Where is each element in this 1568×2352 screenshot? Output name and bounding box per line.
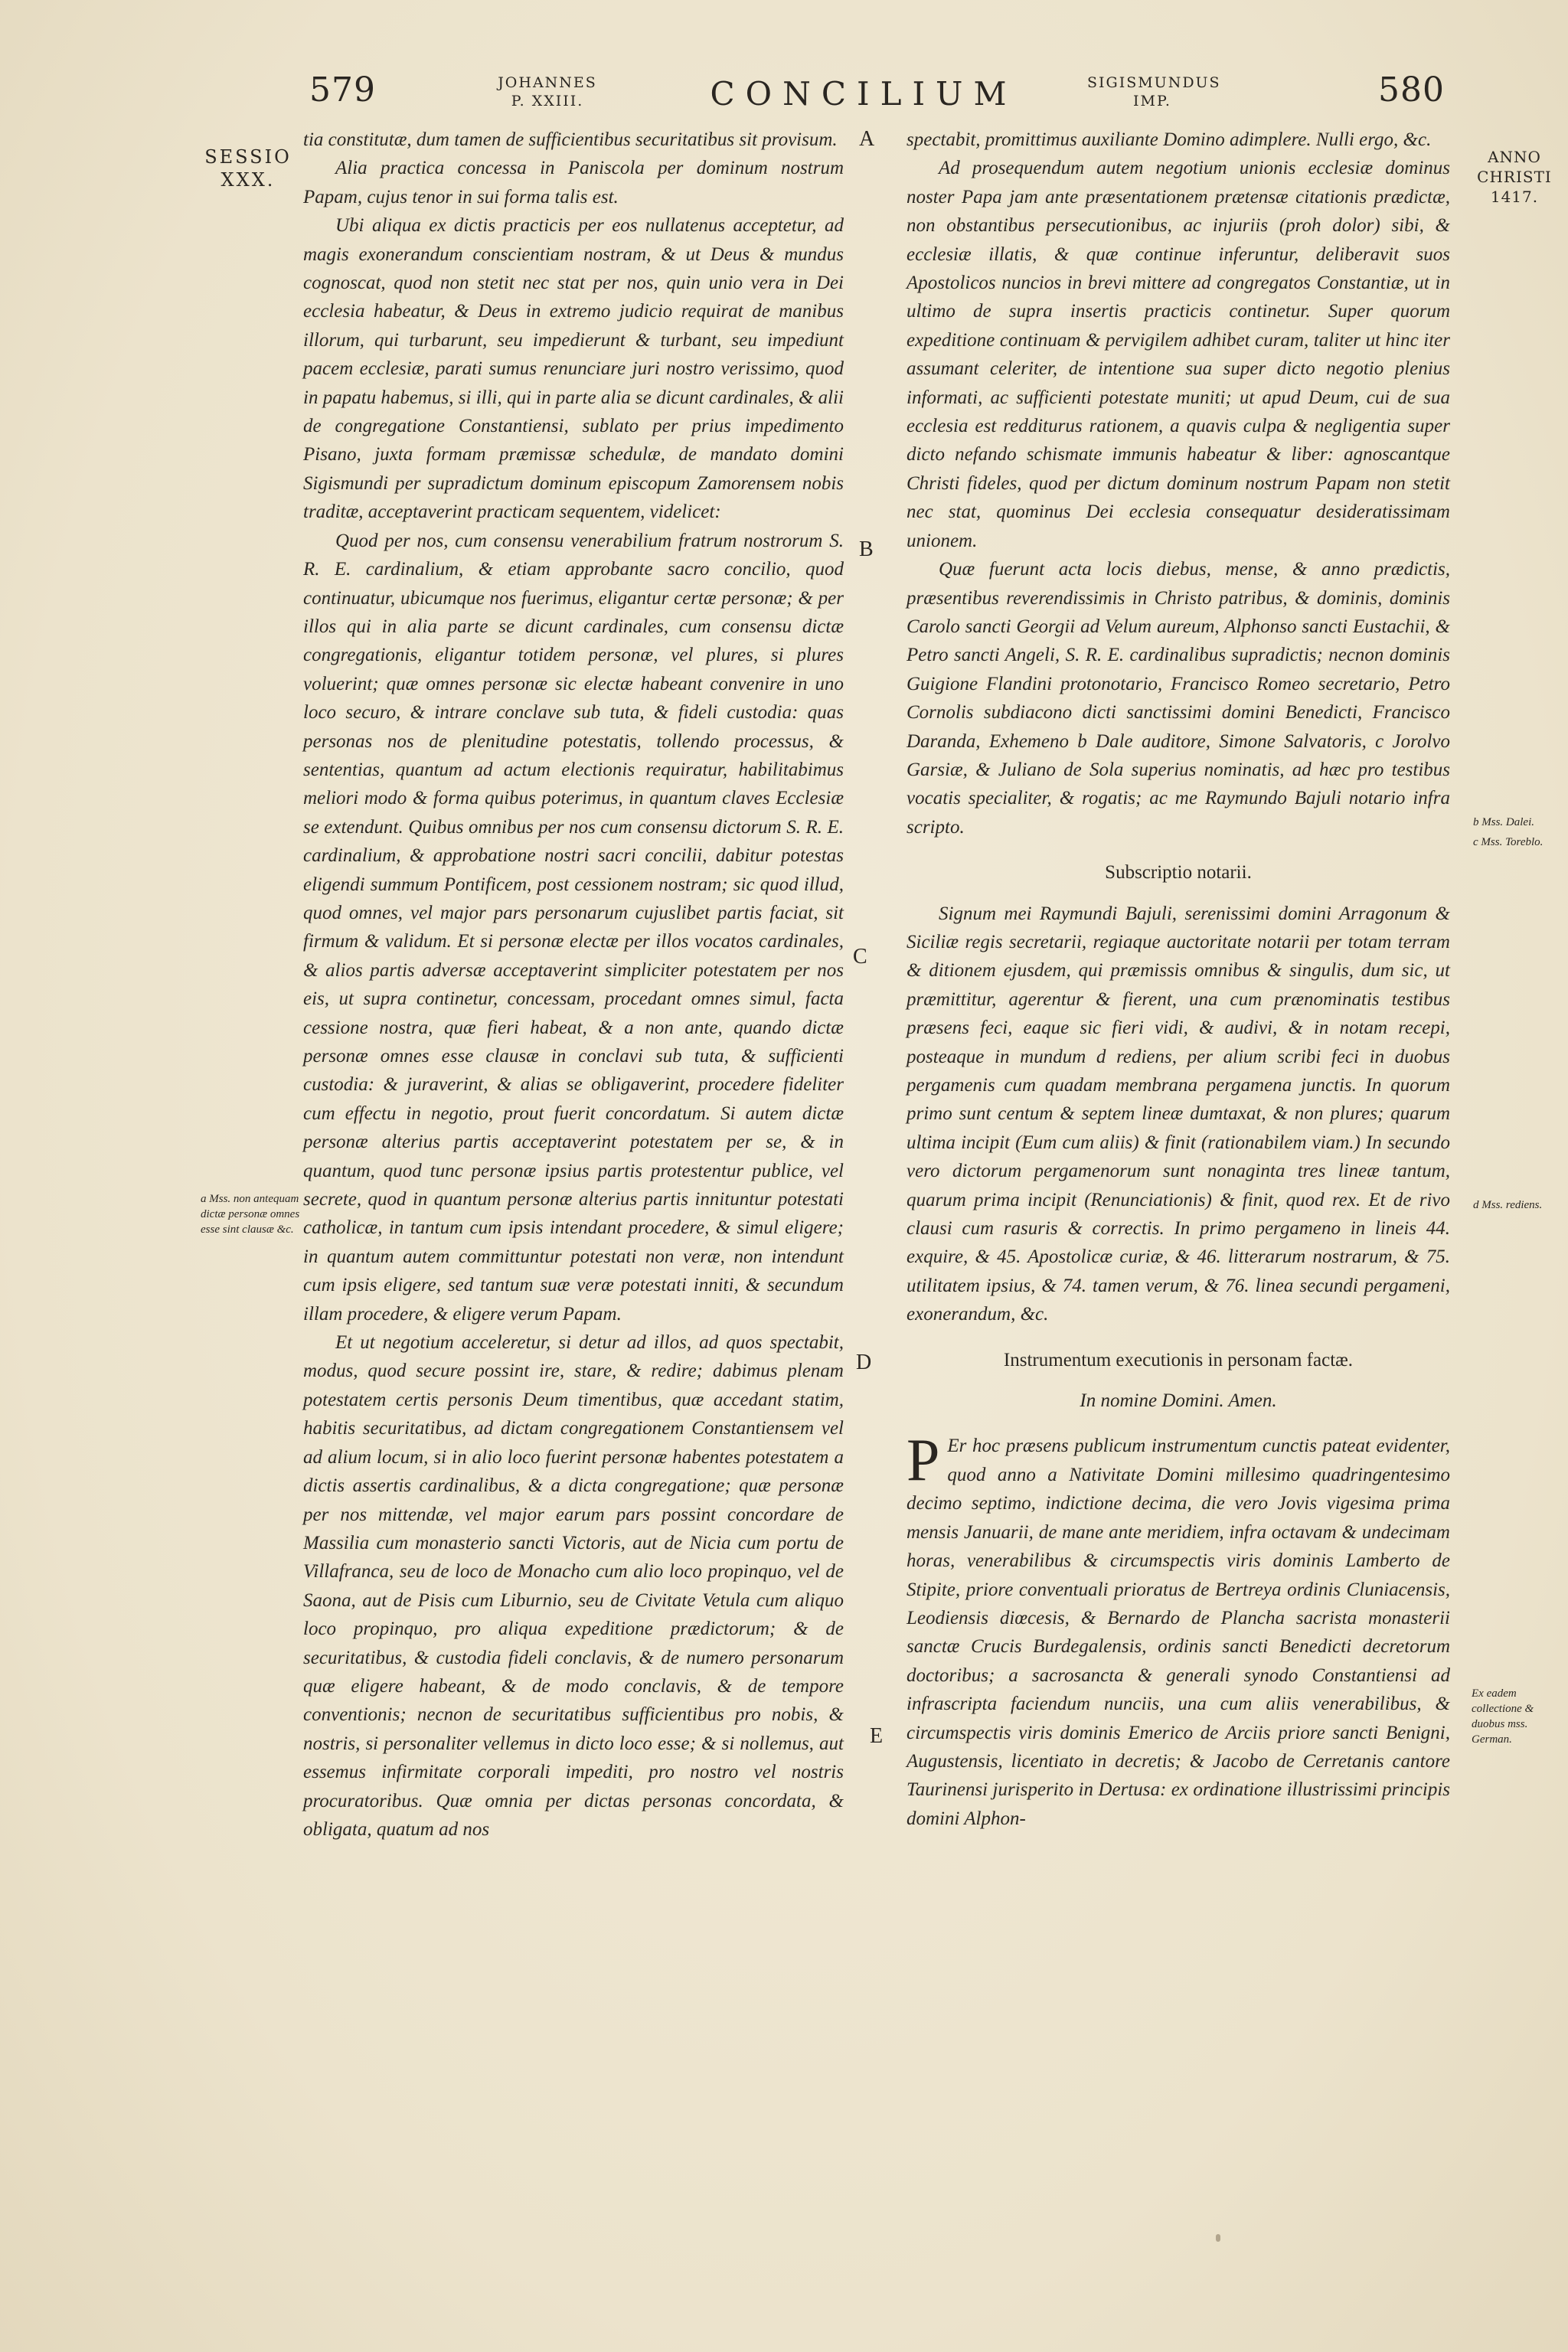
paragraph: tia constitutæ, dum tamen de sufficientibus securitatibus sit provisum. [303, 129, 838, 150]
paragraph: Alia practica concessa in Paniscola per dominum nostrum Papam, cujus tenor in sui forma talis est. [303, 158, 844, 207]
running-head-emperor: SIGISMUNDUS IMP. [1087, 74, 1221, 109]
left-page-number: 579 [309, 70, 376, 109]
margin-note-variant-a: a Mss. non antequam dictæ personæ omnes esse sint clausæ &c. [201, 1193, 300, 1236]
running-head-pope: JOHANNES P. XXIII. [498, 74, 597, 109]
section-letter-e: E [870, 1724, 884, 1748]
paragraph-text: Er hoc præsens publicum instrumentum cunctis pateat evidenter, quod anno a Nativitate Domini millesimo quadringentesimo decimo septimo, indictione decima, die vero Jovis vigesima prima mensis Januarii, de mane ante meridiem, infra octavam & undecimam horas, venerabilibus & circumspectis viris dominis Lamberto de Stipite, priore conventuali prioratus de Bertreya ordinis Cluniacensis, Leodiensis diœcesis, & Bernardo de Plancha sacrista monasterii sanctæ Crucis Burdegalensis, ordinis sancti Benedicti decretorum doctoribus; a sacrosancta & generali synodo Constantiensi ad infrascripta faciendum nunciis, una cum aliis venerabilibus, & circumspectis viris dominis Emerico de Arciis priore sancti Benigni, Augustensis, licentiato in decretis; & Jacobo de Cerretanis cantore Taurinensi jurisperito in Dertusa: ex ordinatione illustrissimi principis domini Alphon- [906, 1436, 1450, 1829]
margin-note-variant-b: b Mss. Dalei. [1473, 816, 1534, 828]
paragraph: Quod per nos, cum consensu venerabilium fratrum nostrorum S. R. E. cardinalium, & etiam approbante sacro concilio, quod continuatur, ubicumque nos fuerimus, eligantur certæ personæ; & per illos qui in alia parte se dicunt cardinales, cum consensu dictæ congregationis, eligantur totidem personæ, vel plures, si plures voluerint; quæ omnes personæ sic electæ habeant convenire in uno loco securo, & intrare conclave sub tuta, & fideli custodia: quas personas nos de plenitudine potestatis, tollendo processus, & sententias, quantum ad actum electionis requiratur, habilitabimus meliori modo & forma quibus poterimus, in quantum claves Ecclesiæ se extendunt. Quibus omnibus per nos cum consensu dictorum S. R. E. cardinalium, & approbatione nostri sacri concilii, dabitur potestas eligendi summum Pontificem, post cessionem nostram; sic quod illud, quod omnes, vel major pars personarum cujuslibet partis faciat, sit firmum & validum. Et si personæ electæ per illos vocatos cardinales, & alios partis adversæ acceptaverint simpliciter potestatem per nos eis, ut supra continetur, concessam, procedant omnes simul, facta cessione nostra, quæ fieri habeat, & a non ante, quando dictæ personæ omnes esse clausæ in conclavi sub tuta, & sufficienti custodia: & juraverint, & alias se obligaverint, procedere fideliter cum effectu in negotio, prout fuerit concordatum. Si autem dictæ personæ alterius partis acceptaverint potestatem per se, & in quantum, quod tunc personæ ipsius partis protestentur publice, vel secrete, quod in quantum personæ alterius partis innituntur potestati catholicæ, in tantum cum ipsis intendant procedere, & simul eligere; in quantum autem committuntur potestati non veræ, non intendunt cum ipsis eligere, sed tantum suæ veræ potestati inniti, & secundum illam procedere, & eligere verum Papam. [303, 530, 844, 1325]
section-heading: Instrumentum executionis in personam factæ. [1003, 1349, 1354, 1370]
drop-cap: P [906, 1426, 940, 1494]
paragraph: Signum mei Raymundi Bajuli, serenissimi domini Arragonum & Siciliæ regis secretarii, regiaque auctoritate notarii per totam terram & ditionem ejusdem, qui præmissis omnibus & singulis, dum sic, ut præmittitur, agerentur & fierent, una cum prænominatis testibus præsens feci, eaque sic fieri vidi, & audivi, & in notam recepi, posteaque in mundum d rediens, per alium scribi feci in duobus pergamenis cum quadam membrana pergamena junctis. In quorum primo sunt centum & septem lineæ dumtaxat, & non plures; quarum ultima incipit (Eum cum aliis) & finit (rationabilem viam.) In secundo vero dictorum pergamenorum sunt nonaginta tres lineæ tantum, quarum prima incipit (Renunciationis) & finit, quod rex. Et de rivo clausi cum rasuris & correctis. In primo pergameno in lineis 44. exquire, & 45. Apostolicæ curiæ, & 46. litterarum nostrarum, & 75. utilitatem ipsius, & 74. tamen verum, & 76. linea secundi pergameni, exonerandum, &c. [906, 903, 1450, 1325]
paragraph: Ubi aliqua ex dictis practicis per eos nullatenus acceptetur, ad magis exonerandum conscientiam nostram, & ut Deus & mundus cognoscat, quod non stetit nec stat per nos, quin unio vera in Dei ecclesia habeatur, & Deus in extremo judicio requirat de manibus illorum, qui turbarunt, seu impedierunt & turbant, seu impediunt pacem ecclesiæ, parati sumus renunciare juri nostro verissimo, quod in papatu habemus, si illi, qui in parte alia se dicunt cardinales, & alii de congregatione Constantiensi, sublato per prius impedimento Pisano, juxta formam præmissæ schedulæ, de mandato domini Sigismundi per supradictum dominum episcopum Zamorensem nobis traditæ, acceptaverint practicam sequentem, videlicet: [303, 215, 844, 523]
invocation-line: In nomine Domini. Amen. [1080, 1390, 1277, 1412]
section-heading: Subscriptio notarii. [1105, 862, 1252, 884]
section-letter-a: A [859, 127, 875, 151]
margin-note-source: Ex eadem collectione & duobus mss. German. [1472, 1687, 1534, 1746]
paragraph [906, 1426, 1450, 1833]
margin-note-variant-d: d Mss. rediens. [1473, 1199, 1543, 1211]
right-page-number: 580 [1378, 70, 1445, 109]
margin-note-variant-c: c Mss. Toreblo. [1473, 836, 1544, 848]
section-letter-c: C [853, 945, 867, 969]
section-letter-d: D [856, 1351, 872, 1374]
left-text-column [303, 126, 844, 1844]
paragraph: Et ut negotium acceleretur, si detur ad illos, ad quos spectabit, modus, quod secure possint ire, stare, & redire; dabimus plenam potestatem certis personis Deum timentibus, quæ accedant statim, habitis securitatibus, ad dictam congregationem Constantiensem vel ad alium locum, si in alio loco fuerint personæ habentes potestatem a dictis assertis cardinalibus, & a dicta congregatione; quæ personæ per nos mittendæ, vel major earum pars possint concordare de Massilia cum monasterio sancti Victoris, aut de Nicia cum portu de Villafranca, seu de loco de Monacho cum alio loco propinquo, vel de Saona, aut de Pisis cum Liburnio, seu de Civitate Vetula cum aliquo loco propinquo, pro aliqua expeditione prædictorum; & de securitatibus, & custodia fideli conclavis, & de numero personarum quæ eligere habeant, & de modo conclavis, & de tempore conventionis; necnon de securitatibus sufficientibus pro nobis, & nostris, si personaliter vellemus in dicto loco esse; & si nollemus, aut essemus infirmitate corporali impediti, pro nostro vel nostris procuratoribus. Quæ omnia per dictas personas concordata, & obligata, quatum ad nos [303, 1332, 844, 1840]
section-letter-b: B [859, 537, 874, 561]
paragraph: Quæ fuerunt acta locis diebus, mense, & anno prædictis, præsentibus reverendissimis in Christo patribus, & dominis, dominis Carolo sancti Georgii ad Velum aureum, Alphonso sancti Eustachii, & Petro sancti Angeli, S. R. E. cardinalibus supradictis; necnon dominis Guigione Flandini protonotario, Francisco Romeo secretario, Petro Cornolis subdiacono dicti sanctissimi domini Benedicti, Francisco Daranda, Exhemeno b Dale auditore, Simone Salvatoris, c Jorolvo Garsiæ, & Juliano de Sola superius nominatis, ad hæc pro testibus vocatis specialiter, & rogatis; ac me Raymundo Bajuli notario infra scripto. [906, 559, 1450, 838]
paragraph: Ad prosequendum autem negotium unionis ecclesiæ dominus noster Papa jam ante præsentationem prætensæ citationis prædictæ, non obstantibus persecutionibus, ac injuriis (proh dolor) sibi, & ecclesiæ illatis, & quæ continue inferuntur, deliberavit suos Apostolicos nuncios in brevi mittere ad congregatos Constantiæ, ut in ultimo de supra insertis practicis continetur. Super quorum expeditione continuam & pervigilem adhibet curam, taliter ut hinc iter assumant celeriter, de intentione sua super dicto negotio plenius informati, ac sufficienti potestate muniti; ut apud Deum, cui de sua ecclesia est redditurus rationem, a quavis culpa & negligentia super dicto nefando schismate immunis habeatur & liber: agnoscantque Christi fideles, quod per dictum dominum nostrum Papam non stetit nec stat, quominus Dei ecclesia consequatur desideratissimam unionem. [906, 158, 1450, 551]
paragraph: spectabit, promittimus auxiliante Domino adimplere. Nulli ergo, &c. [906, 129, 1432, 150]
ink-speck [1216, 2234, 1220, 2242]
right-text-column [906, 126, 1450, 1833]
running-title: CONCILIUM [710, 75, 1018, 113]
session-marker: SESSIO XXX. [204, 146, 292, 191]
year-marker: ANNO CHRISTI 1417. [1477, 148, 1552, 206]
